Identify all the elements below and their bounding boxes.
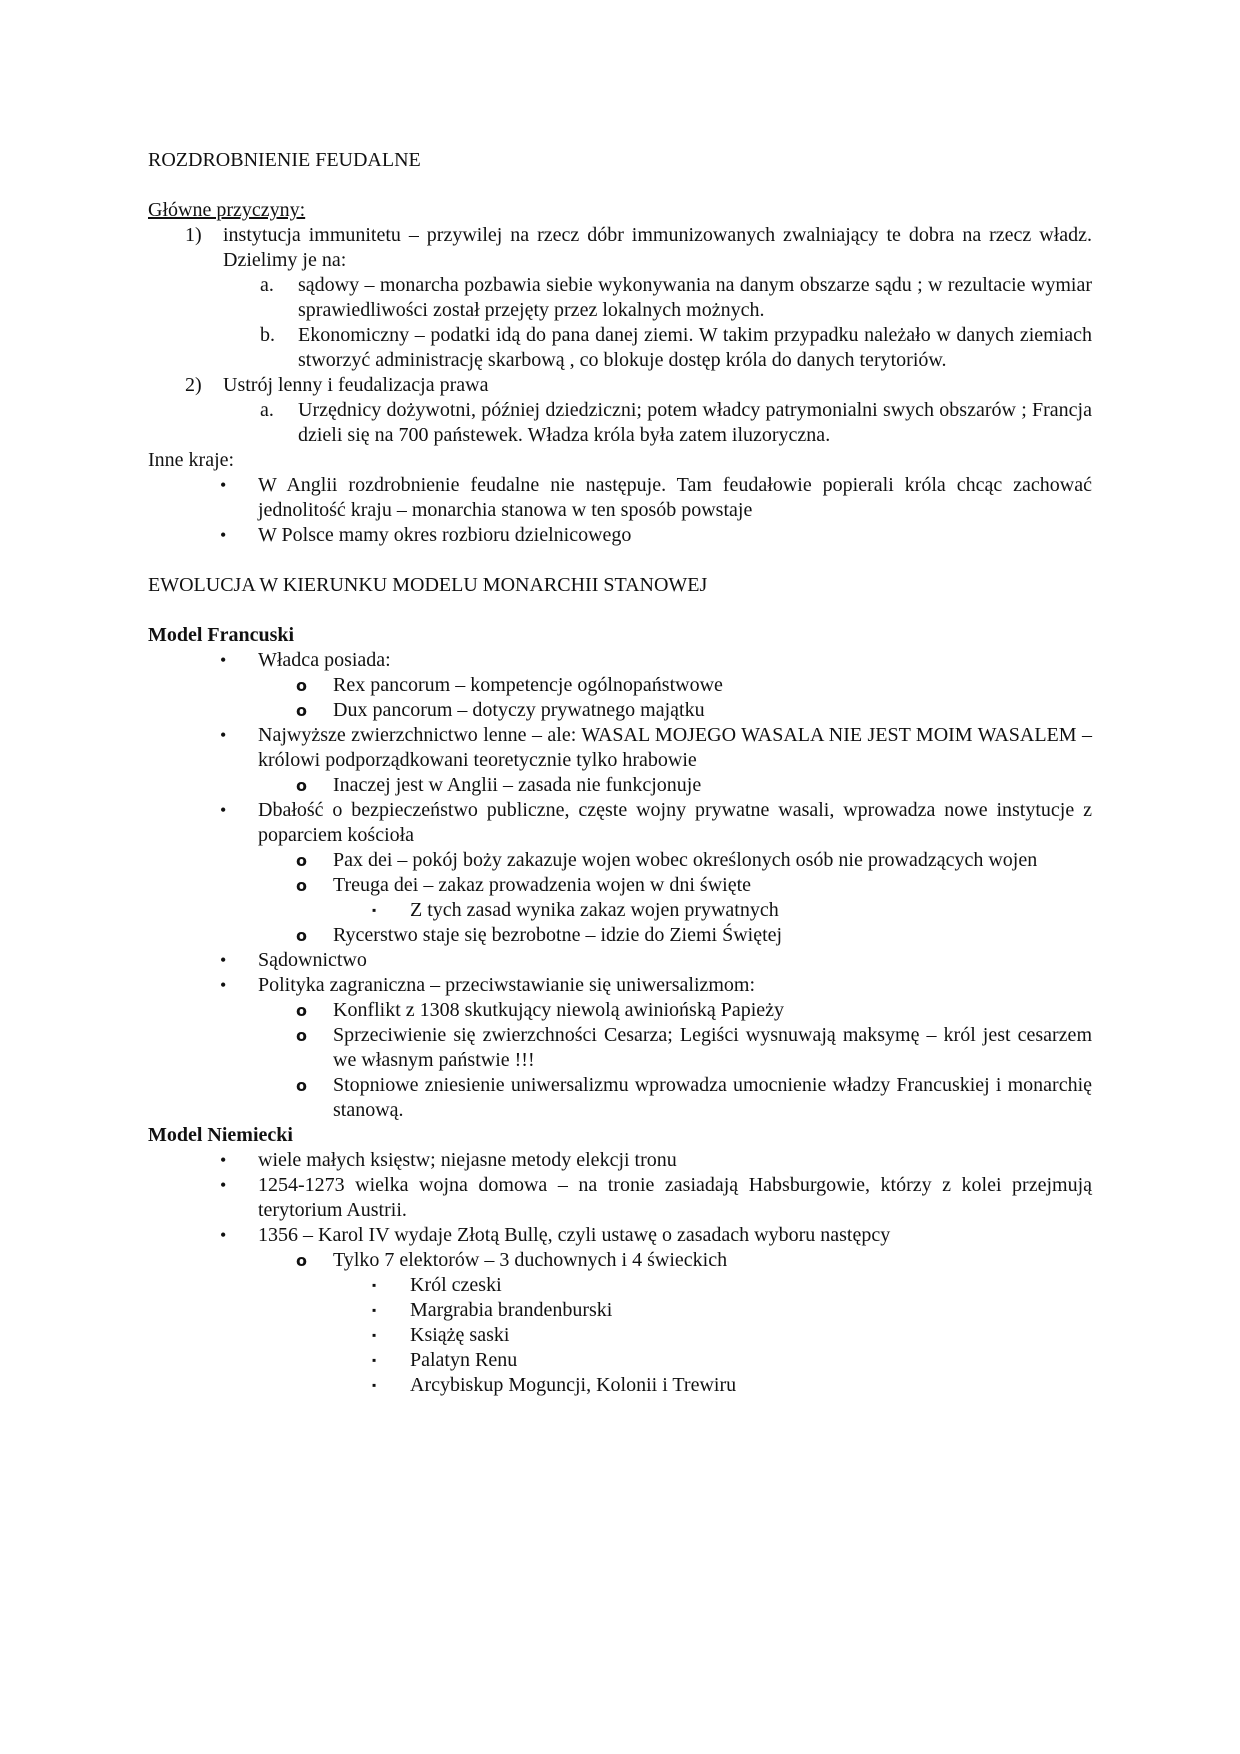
bullet-icon: •	[220, 1225, 227, 1245]
square-bullet-icon: ▪	[372, 903, 377, 917]
list-item-text: Pax dei – pokój boży zakazuje wojen wobec określonych osób nie prowadzących wojen	[333, 849, 1038, 871]
square-bullet-icon: ▪	[372, 1303, 377, 1317]
list-item	[220, 973, 1092, 998]
list-item	[296, 1073, 1092, 1123]
list-item-text: Polityka zagraniczna – przeciwstawianie się uniwersalizmom:	[258, 974, 756, 996]
list-item	[220, 798, 1092, 848]
list-item-text: Margrabia brandenburski	[410, 1299, 613, 1321]
list-item-text: Treuga dei – zakaz prowadzenia wojen w dni święte	[333, 874, 752, 896]
bullet-icon: •	[220, 975, 227, 995]
list-item	[296, 923, 1092, 948]
list-item-text: Ustrój lenny i feudalizacja prawa	[223, 374, 489, 396]
list-item-text: W Polsce mamy okres rozbioru dzielnicowego	[258, 524, 632, 546]
list-item-text: Książę saski	[410, 1324, 510, 1346]
list-item	[260, 273, 1092, 323]
list-item-text: Tylko 7 elektorów – 3 duchownych i 4 świeckich	[333, 1249, 728, 1271]
circle-bullet-icon: o	[296, 1076, 307, 1095]
circle-bullet-icon: o	[296, 1026, 307, 1045]
list-item	[372, 1298, 1092, 1323]
list-item-text: Arcybiskup Moguncji, Kolonii i Trewiru	[410, 1374, 737, 1396]
german-model-list	[148, 1148, 1092, 1398]
list-marker: 2)	[185, 374, 202, 396]
list-item	[220, 523, 1092, 548]
bullet-icon: •	[220, 950, 227, 970]
list-item	[296, 998, 1092, 1023]
list-item	[220, 1223, 1092, 1248]
list-item-text: Rex pancorum – kompetencje ogólnopaństwowe	[333, 674, 723, 696]
document-page	[148, 148, 1092, 1398]
list-marker: 1)	[185, 224, 202, 246]
list-item	[372, 898, 1092, 923]
list-item	[185, 223, 1092, 273]
bullet-icon: •	[220, 475, 227, 495]
bullet-icon: •	[220, 725, 227, 745]
list-item	[296, 848, 1092, 873]
subsection-title-french: Model Francuski	[148, 624, 295, 646]
list-item	[296, 1023, 1092, 1073]
french-model-list	[148, 648, 1092, 1123]
list-item	[220, 648, 1092, 673]
bullet-icon: •	[220, 1175, 227, 1195]
causes-list	[148, 223, 1092, 448]
square-bullet-icon: ▪	[372, 1328, 377, 1342]
list-item	[220, 1148, 1092, 1173]
list-item	[296, 698, 1092, 723]
circle-bullet-icon: o	[296, 876, 307, 895]
list-item-text: W Anglii rozdrobnienie feudalne nie następuje. Tam feudałowie popierali króla chcąc zachować jednolitość kraju – monarchia stanowa w ten sposób powstaje	[258, 474, 1092, 521]
other-countries-list	[148, 473, 1092, 548]
list-item-text: 1254-1273 wielka wojna domowa – na tronie zasiadają Habsburgowie, którzy z kolei przejmują terytorium Austrii.	[258, 1174, 1092, 1221]
square-bullet-icon: ▪	[372, 1378, 377, 1392]
list-item-text: Konflikt z 1308 skutkujący niewolą awiniońską Papieży	[333, 999, 785, 1021]
list-item	[220, 948, 1092, 973]
list-item	[296, 673, 1092, 698]
circle-bullet-icon: o	[296, 701, 307, 720]
circle-bullet-icon: o	[296, 1001, 307, 1020]
square-bullet-icon: ▪	[372, 1278, 377, 1292]
list-item-text: Król czeski	[410, 1274, 502, 1296]
other-countries-label: Inne kraje:	[148, 449, 235, 471]
list-item-text: Sprzeciwienie się zwierzchności Cesarza; Legiści wysnuwają maksymę – król jest cesarzem we własnym państwie !!!	[333, 1024, 1092, 1071]
list-item	[372, 1273, 1092, 1298]
list-item	[220, 723, 1092, 773]
list-item	[260, 398, 1092, 448]
list-item-text: Ekonomiczny – podatki idą do pana danej ziemi. W takim przypadku należało w danych ziemiach stworzyć administrację skarbową , co blokuje dostęp króla do danych terytoriów.	[298, 324, 1092, 371]
circle-bullet-icon: o	[296, 851, 307, 870]
list-item-text: Inaczej jest w Anglii – zasada nie funkcjonuje	[333, 774, 702, 796]
list-marker: b.	[260, 324, 275, 346]
square-bullet-icon: ▪	[372, 1353, 377, 1367]
list-item	[372, 1323, 1092, 1348]
causes-label: Główne przyczyny:	[148, 199, 306, 221]
list-item	[372, 1348, 1092, 1373]
circle-bullet-icon: o	[296, 776, 307, 795]
section-title-rozdrobnienie: ROZDROBNIENIE FEUDALNE	[148, 149, 421, 171]
list-item-text: Najwyższe zwierzchnictwo lenne – ale: WASAL MOJEGO WASALA NIE JEST MOIM WASALEM – królowi podporządkowani teoretycznie tylko hrabowie	[258, 724, 1092, 771]
list-item-text: sądowy – monarcha pozbawia siebie wykonywania na danym obszarze sądu ; w rezultacie wymiar sprawiedliwości został przejęty przez lokalnych możnych.	[298, 274, 1092, 321]
list-item-text: Dux pancorum – dotyczy prywatnego majątku	[333, 699, 705, 721]
subsection-title-german: Model Niemiecki	[148, 1124, 293, 1146]
list-marker: a.	[260, 399, 274, 421]
list-item	[220, 473, 1092, 523]
list-item-text: Władca posiada:	[258, 649, 391, 671]
list-item	[260, 323, 1092, 373]
list-item	[296, 873, 1092, 898]
list-item-text: Rycerstwo staje się bezrobotne – idzie do Ziemi Świętej	[333, 924, 783, 946]
list-item	[296, 1248, 1092, 1273]
list-item	[372, 1373, 1092, 1398]
list-item-text: Dbałość o bezpieczeństwo publiczne, częste wojny prywatne wasali, wprowadza nowe instytucje z poparciem kościoła	[258, 799, 1092, 846]
list-item	[220, 1173, 1092, 1223]
list-marker: a.	[260, 274, 274, 296]
bullet-icon: •	[220, 650, 227, 670]
list-item-text: wiele małych księstw; niejasne metody elekcji tronu	[258, 1149, 677, 1171]
bullet-icon: •	[220, 525, 227, 545]
list-item-text: Urzędnicy dożywotni, później dziedziczni; potem władcy patrymonialni swych obszarów ; Francja dzieli się na 700 państewek. Władza króla była zatem iluzoryczna.	[298, 399, 1092, 446]
list-item-text: Stopniowe zniesienie uniwersalizmu wprowadza umocnienie władzy Francuskiej i monarchię stanową.	[333, 1074, 1092, 1121]
list-item	[185, 373, 1092, 398]
circle-bullet-icon: o	[296, 926, 307, 945]
section-title-ewolucja: EWOLUCJA W KIERUNKU MODELU MONARCHII STANOWEJ	[148, 574, 708, 596]
bullet-icon: •	[220, 800, 227, 820]
list-item-text: Z tych zasad wynika zakaz wojen prywatnych	[410, 899, 779, 921]
bullet-icon: •	[220, 1150, 227, 1170]
list-item-text: Sądownictwo	[258, 949, 367, 971]
list-item-text: 1356 – Karol IV wydaje Złotą Bullę, czyli ustawę o zasadach wyboru następcy	[258, 1224, 891, 1246]
circle-bullet-icon: o	[296, 1251, 307, 1270]
list-item-text: instytucja immunitetu – przywilej na rzecz dóbr immunizowanych zwalniający te dobra na rzecz władz. Dzielimy je na:	[223, 224, 1092, 271]
circle-bullet-icon: o	[296, 676, 307, 695]
list-item	[296, 773, 1092, 798]
list-item-text: Palatyn Renu	[410, 1349, 518, 1371]
